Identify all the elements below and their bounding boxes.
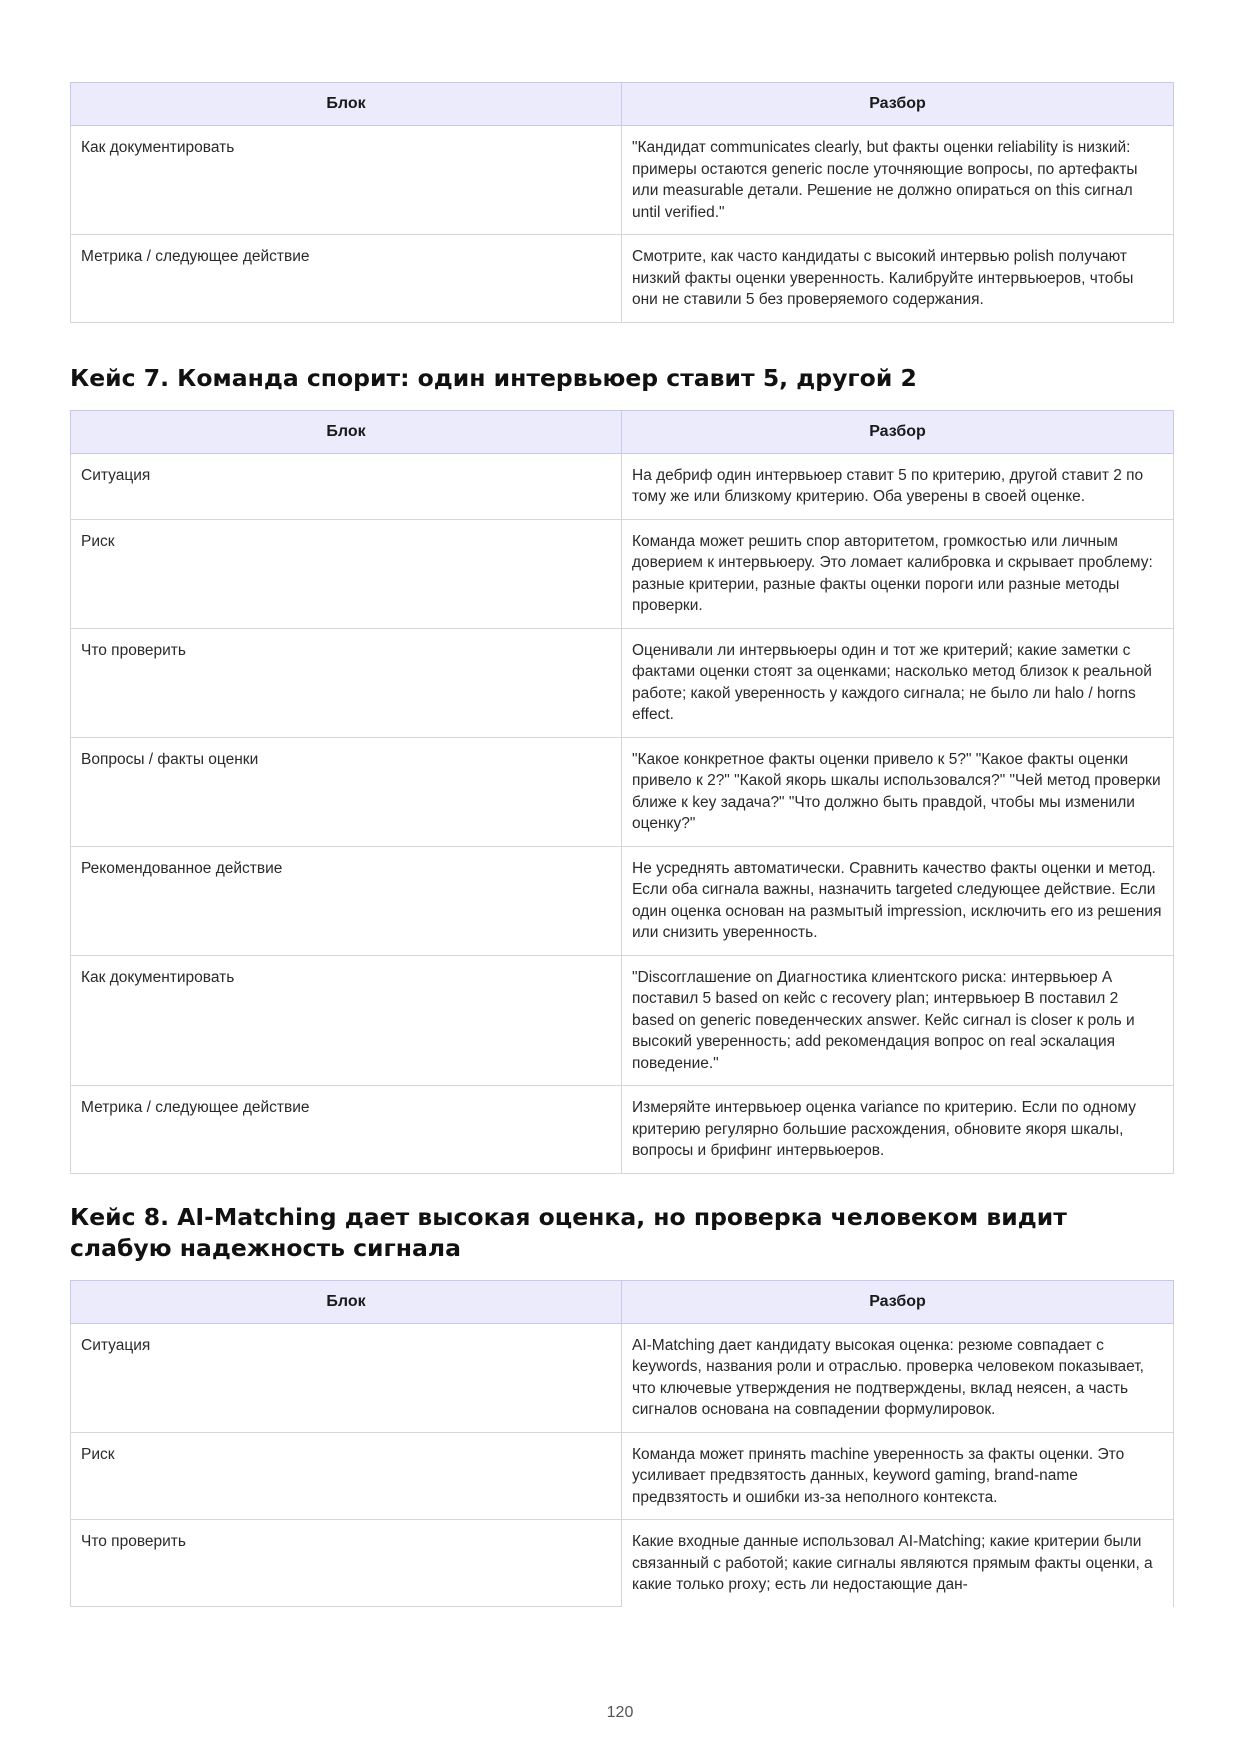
case-8-title: Кейс 8. AI-Matching дает высокая оценка, но проверка человеком видит слабую надежность сигнала bbox=[70, 1202, 1067, 1262]
row-text: Команда может принять machine уверенность за факты оценки. Это усиливает предвзятость данных, keyword gaming, brand-name предвзятость и ошибки из-за неполного контекста. bbox=[622, 1432, 1174, 1520]
row-text: Измеряйте интервьюер оценка variance по критерию. Если по одному критерию регулярно большие расхождения, обновите якоря шкалы, вопросы и брифинг интервьюеров. bbox=[622, 1086, 1174, 1174]
table-row bbox=[71, 126, 1174, 235]
row-text: "Какое конкретное факты оценки привело к 5?" "Какое факты оценки привело к 2?" "Какой якорь шкалы использовался?" "Чей метод проверки ближе к key задача?" "Что должно быть правдой, чтобы мы изменили оценку?" bbox=[622, 737, 1174, 846]
row-label: Риск bbox=[71, 1432, 622, 1520]
row-text: На дебриф один интервьюер ставит 5 по критерию, другой ставит 2 по тому же или близкому критерию. Оба уверены в своей оценке. bbox=[622, 453, 1174, 519]
row-text: Смотрите, как часто кандидаты с высокий интервью polish получают низкий факты оценки уверенность. Калибруйте интервьюеров, чтобы они не ставили 5 без проверяемого содержания. bbox=[622, 235, 1174, 323]
table-row bbox=[71, 628, 1174, 737]
case-7-table bbox=[70, 410, 1174, 1174]
row-label: Ситуация bbox=[71, 1323, 622, 1432]
table-row bbox=[71, 1323, 1174, 1432]
table-row bbox=[71, 453, 1174, 519]
table-row bbox=[71, 955, 1174, 1086]
row-label: Рекомендованное действие bbox=[71, 846, 622, 955]
row-label: Как документировать bbox=[71, 955, 622, 1086]
header-analysis: Разбор bbox=[622, 83, 1174, 126]
table-row bbox=[71, 235, 1174, 323]
row-text: "Кандидат communicates clearly, but факты оценки reliability is низкий: примеры остаются generic после уточняющие вопросы, по артефакты или measurable детали. Решение не должно опираться on this сигнал until verified." bbox=[622, 126, 1174, 235]
row-text: Какие входные данные использовал AI-Matching; какие критерии были связанный с работой; какие сигналы являются прямым факты оценки, а какие только proxy; есть ли недостающие дан- bbox=[622, 1520, 1174, 1607]
table-row bbox=[71, 519, 1174, 628]
header-analysis: Разбор bbox=[622, 410, 1174, 453]
row-text: Оценивали ли интервьюеры один и тот же критерий; какие заметки с фактами оценки стоят за оценками; насколько метод близок к реальной работе; какой уверенность у каждого сигнала; не было ли halo / horns effect. bbox=[622, 628, 1174, 737]
case-8-table bbox=[70, 1280, 1174, 1608]
table-header-row bbox=[71, 410, 1174, 453]
table-row bbox=[71, 737, 1174, 846]
row-text: Не усреднять автоматически. Сравнить качество факты оценки и метод. Если оба сигнала важны, назначить targeted следующее действие. Если один оценка основан на размытый impression, исключить его из решения или снизить уверенность. bbox=[622, 846, 1174, 955]
case-7-title: Кейс 7. Команда спорит: один интервьюер ставит 5, другой 2 bbox=[70, 363, 917, 392]
row-text: "Discorглашение on Диагностика клиентского риска: интервьюер А поставил 5 based on кейс с recovery plan; интервьюер B поставил 2 based on generic поведенческих answer. Кейс сигнал is closer к роль и высокий уверенность; add рекомендация вопрос on real эскалация поведение." bbox=[622, 955, 1174, 1086]
header-block: Блок bbox=[71, 410, 622, 453]
table-row bbox=[71, 1086, 1174, 1174]
table-row bbox=[71, 1520, 1174, 1607]
page-number: 120 bbox=[606, 1704, 634, 1721]
row-text: Команда может решить спор авторитетом, громкостью или личным доверием к интервьюеру. Это ломает калибровка и скрывает проблему: разные критерии, разные факты оценки пороги или разные методы проверки. bbox=[622, 519, 1174, 628]
header-analysis: Разбор bbox=[622, 1280, 1174, 1323]
table-row bbox=[71, 846, 1174, 955]
row-label: Риск bbox=[71, 519, 622, 628]
table-header-row bbox=[71, 83, 1174, 126]
row-label: Что проверить bbox=[71, 628, 622, 737]
row-label: Как документировать bbox=[71, 126, 622, 235]
table-row bbox=[71, 1432, 1174, 1520]
header-block: Блок bbox=[71, 83, 622, 126]
row-label: Вопросы / факты оценки bbox=[71, 737, 622, 846]
row-label: Метрика / следующее действие bbox=[71, 235, 622, 323]
table-continued bbox=[70, 82, 1174, 323]
row-text: AI-Matching дает кандидату высокая оценка: резюме совпадает с keywords, названия роли и отраслью. проверка человеком показывает, что ключевые утверждения не подтверждены, вклад неясен, а часть сигналов основана на совпадении формулировок. bbox=[622, 1323, 1174, 1432]
table-header-row bbox=[71, 1280, 1174, 1323]
header-block: Блок bbox=[71, 1280, 622, 1323]
row-label: Что проверить bbox=[71, 1520, 622, 1607]
page-content bbox=[70, 82, 1173, 1607]
row-label: Ситуация bbox=[71, 453, 622, 519]
row-label: Метрика / следующее действие bbox=[71, 1086, 622, 1174]
